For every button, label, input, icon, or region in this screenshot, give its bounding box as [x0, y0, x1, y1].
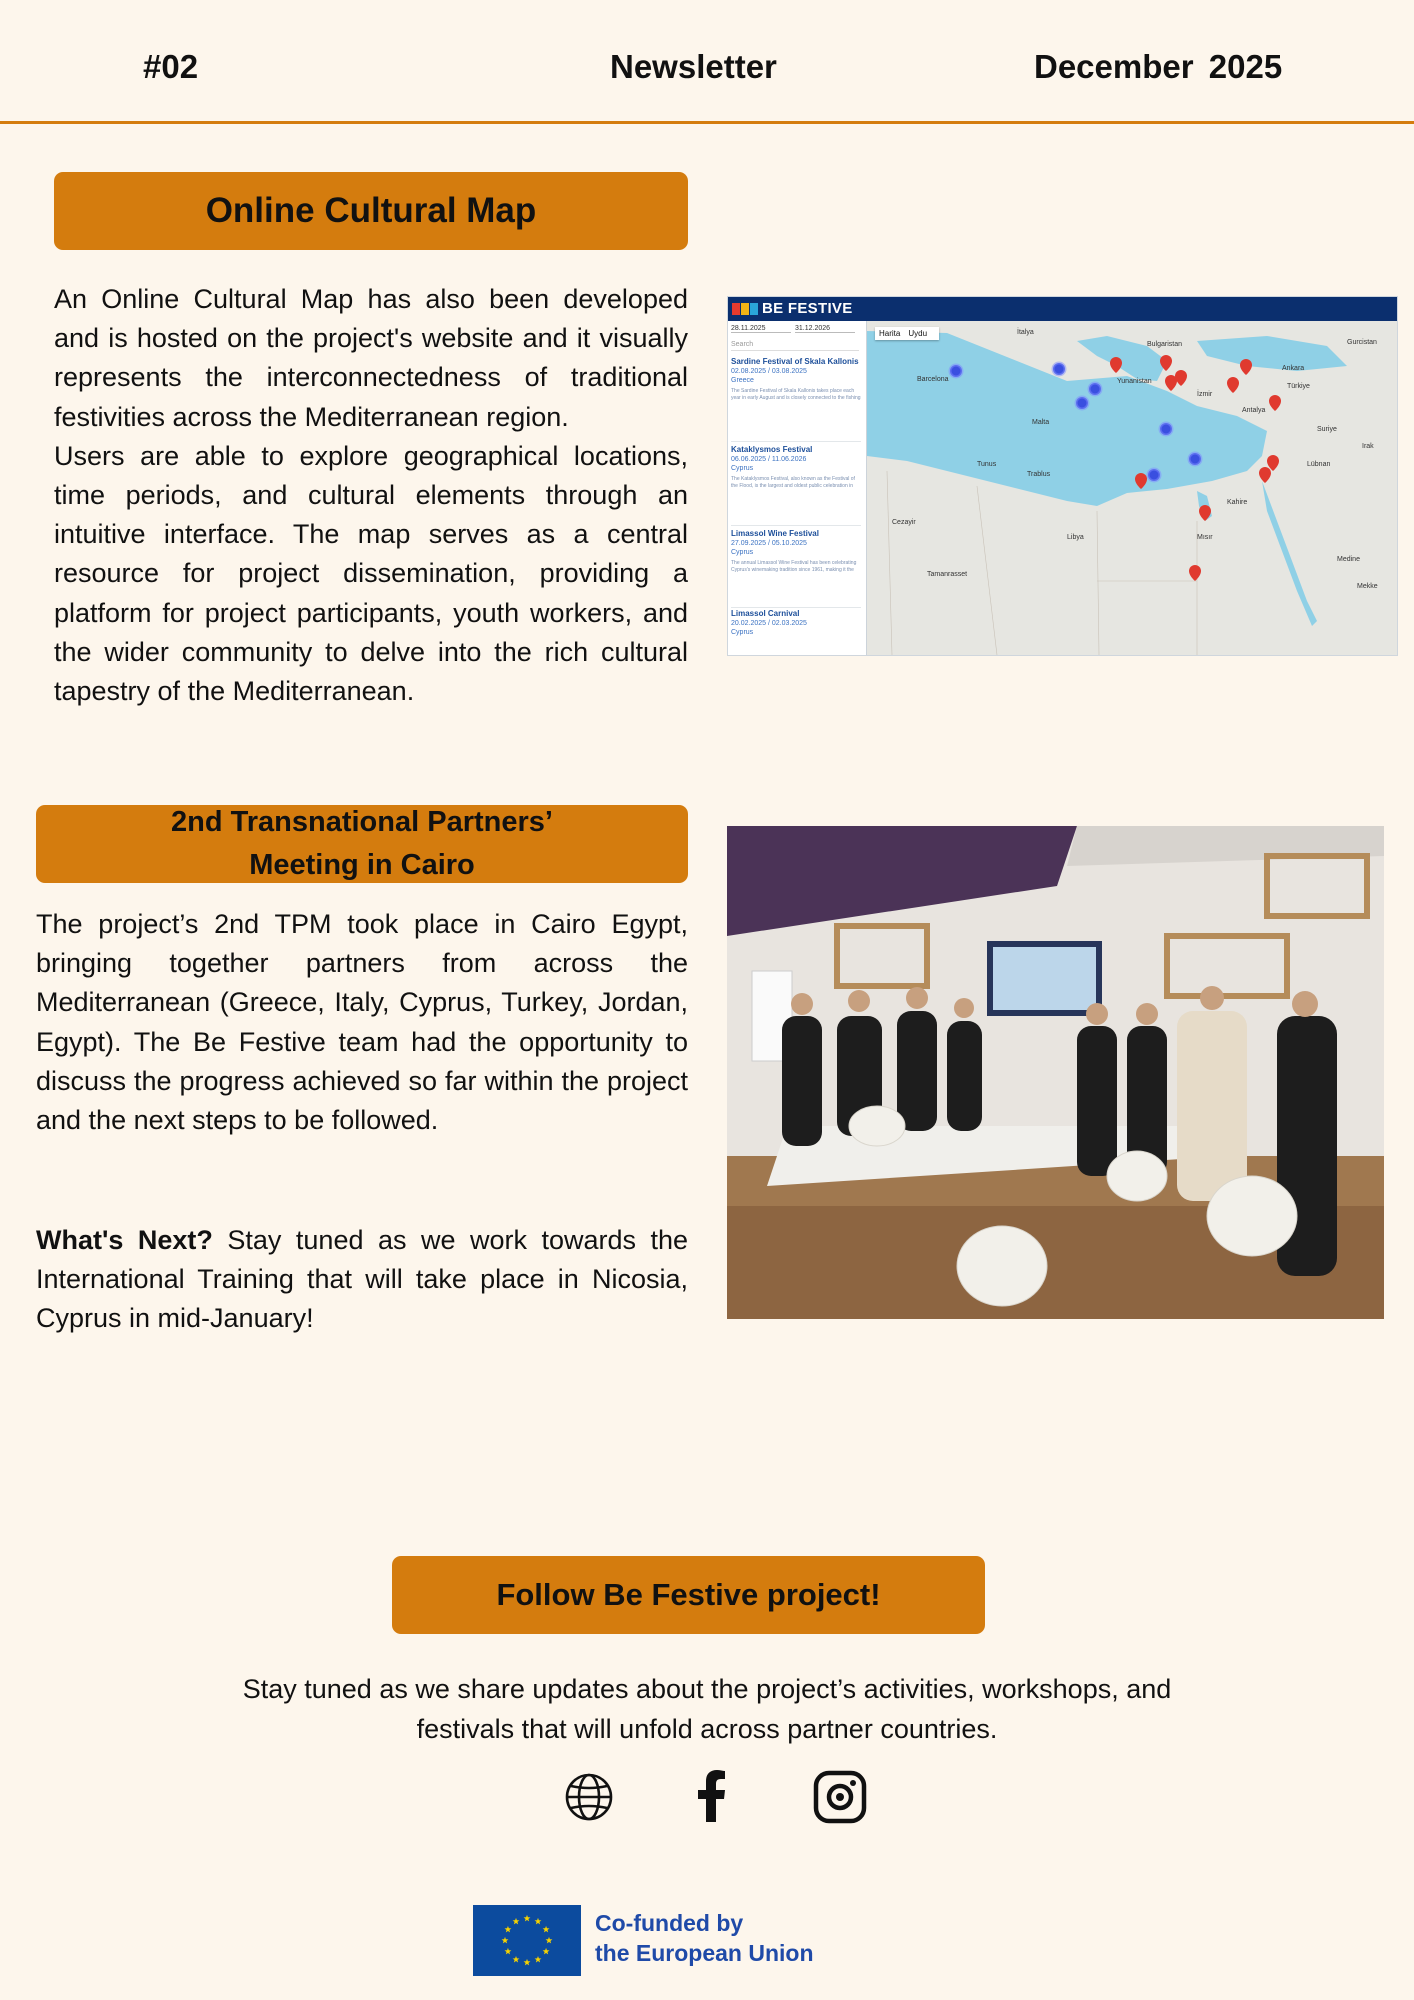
map-place-label: Yunanistan [1117, 378, 1152, 385]
date-range [731, 325, 859, 333]
date-to[interactable]: 31.12.2026 [795, 325, 855, 333]
newsletter-header [0, 0, 1414, 124]
map-logo-text: BE FESTIVE [762, 300, 853, 317]
map-canvas[interactable] [867, 321, 1397, 655]
map-cluster-icon [1148, 469, 1160, 481]
map-cluster-icon [1053, 363, 1065, 375]
eu-line-1: Co-funded by [595, 1910, 744, 1936]
globe-icon[interactable] [562, 1770, 616, 1824]
whats-next-text: Stay tuned as we work towards the International Training that will take place in Nicosia, Cyprus in mid-January! [36, 1225, 688, 1334]
map-pin-icon [1240, 359, 1252, 375]
map-place-label: İtalya [1017, 329, 1034, 336]
cultural-map-screenshot [727, 296, 1398, 656]
map-search-input[interactable]: Search [731, 341, 859, 351]
festival-list-item[interactable]: Limassol Carnival 20.02.2025 / 02.03.2025 Cyprus [731, 609, 807, 636]
map-place-label: Lübnan [1307, 461, 1331, 468]
map-pin-icon [1175, 370, 1187, 386]
map-pin-icon [1259, 467, 1271, 483]
issue-date: December 2025 [1034, 48, 1283, 85]
map-cluster-icon [1189, 453, 1201, 465]
follow-heading: Follow Be Festive project! [392, 1556, 985, 1634]
map-pin-icon [1110, 357, 1122, 373]
cultural-map-paragraph-2: Users are able to explore geographical locations, time periods, and cultural elements through an intuitive interface. The map serves as a central resource for project dissemination, providing a platform for project participants, youth workers, and the wider community to delve into the rich cultural tapestry of the Mediterranean. [54, 440, 688, 707]
map-place-label: Medine [1337, 556, 1360, 563]
map-topbar [728, 297, 1397, 321]
issue-number: #02 [143, 48, 199, 85]
map-place-label: Irak [1362, 443, 1374, 450]
map-cluster-icon [1160, 423, 1172, 435]
cultural-map-heading: Online Cultural Map [54, 172, 688, 250]
map-place-label: Libya [1067, 534, 1084, 541]
tpm-heading [36, 805, 688, 883]
map-place-label: Malta [1032, 419, 1050, 426]
map-cluster-icon [1089, 383, 1101, 395]
tab-satellite[interactable]: Uydu [908, 329, 928, 338]
map-place-label: İzmir [1197, 391, 1213, 398]
map-place-label: Türkiye [1287, 383, 1310, 390]
whats-next-paragraph [36, 1221, 688, 1339]
map-place-label: Tunus [977, 461, 997, 468]
map-markers [867, 321, 1397, 655]
cultural-map-text [54, 280, 688, 711]
instagram-icon[interactable] [813, 1770, 867, 1824]
map-place-label: Antalya [1242, 407, 1266, 414]
date-from[interactable]: 28.11.2025 [731, 325, 791, 333]
map-cluster-icon [1076, 397, 1088, 409]
newsletter-title: Newsletter [610, 48, 777, 85]
eu-line-2: the European Union [595, 1940, 814, 1966]
facebook-icon[interactable] [686, 1770, 740, 1824]
festival-list-item[interactable]: Sardine Festival of Skala Kallonis 02.08.2025 / 03.08.2025 Greece The Sardine Festival of Skala Kallonis takes place each year in early August and is closely connected to the fishing [731, 357, 861, 442]
map-pin-icon [1135, 473, 1147, 489]
map-place-label: Barcelona [917, 376, 949, 383]
festival-list-item[interactable]: Limassol Wine Festival 27.09.2025 / 05.10.2025 Cyprus The annual Limassol Wine Festival has been celebrating Cyprus's winemaking tradition since 1961, making it the [731, 529, 861, 608]
tpm-paragraph: The project’s 2nd TPM took place in Cairo Egypt, bringing together partners from across the Mediterranean (Greece, Italy, Cyprus, Turkey, Jordan, Egypt). The Be Festive team had the opportunity to discuss the progress achieved so far within the project and the next steps to be followed. [36, 909, 688, 1136]
map-place-label: Trablus [1027, 471, 1051, 478]
map-pin-icon [1227, 377, 1239, 393]
map-pin-icon [1269, 395, 1281, 411]
map-place-label: Cezayir [892, 519, 916, 526]
follow-text: Stay tuned as we share updates about the project’s activities, workshops, and festivals that will unfold across partner countries. [242, 1674, 1172, 1744]
festival-list-panel [728, 321, 867, 655]
map-place-label: Ankara [1282, 365, 1305, 372]
map-pin-icon [1160, 355, 1172, 371]
eu-flag-icon [473, 1905, 581, 1976]
map-pin-icon [1199, 505, 1211, 521]
map-place-label: Bulgaristan [1147, 341, 1183, 348]
eu-cofunded-text [595, 1908, 814, 1968]
tab-map[interactable]: Harita [879, 329, 901, 338]
festival-list-item[interactable]: Kataklysmos Festival 06.06.2025 / 11.06.2026 Cyprus The Kataklysmos Festival, also known as the Festival of the Flood, is the largest and oldest public celebration in [731, 445, 861, 526]
whats-next-label: What's Next? [36, 1225, 213, 1255]
be-festive-logo-icon [732, 301, 758, 317]
map-pin-icon [1189, 565, 1201, 581]
map-place-label: Tamanrasset [927, 571, 968, 578]
map-place-label: Kahire [1227, 499, 1248, 506]
tpm-heading-line-1: 2nd Transnational Partners’ [171, 806, 553, 838]
tpm-heading-line-2: Meeting in Cairo [249, 849, 475, 881]
meeting-photo [727, 826, 1384, 1319]
cultural-map-paragraph-1: An Online Cultural Map has also been developed and is hosted on the project's website and it visually represents the interconnectedness of traditional festivities across the Mediterranean region. [54, 284, 688, 432]
map-place-label: Suriye [1317, 426, 1337, 433]
map-place-label: Mekke [1357, 583, 1378, 590]
map-cluster-icon [950, 365, 962, 377]
map-place-label: Gurcistan [1347, 339, 1377, 346]
map-place-label: Mısır [1197, 534, 1213, 541]
